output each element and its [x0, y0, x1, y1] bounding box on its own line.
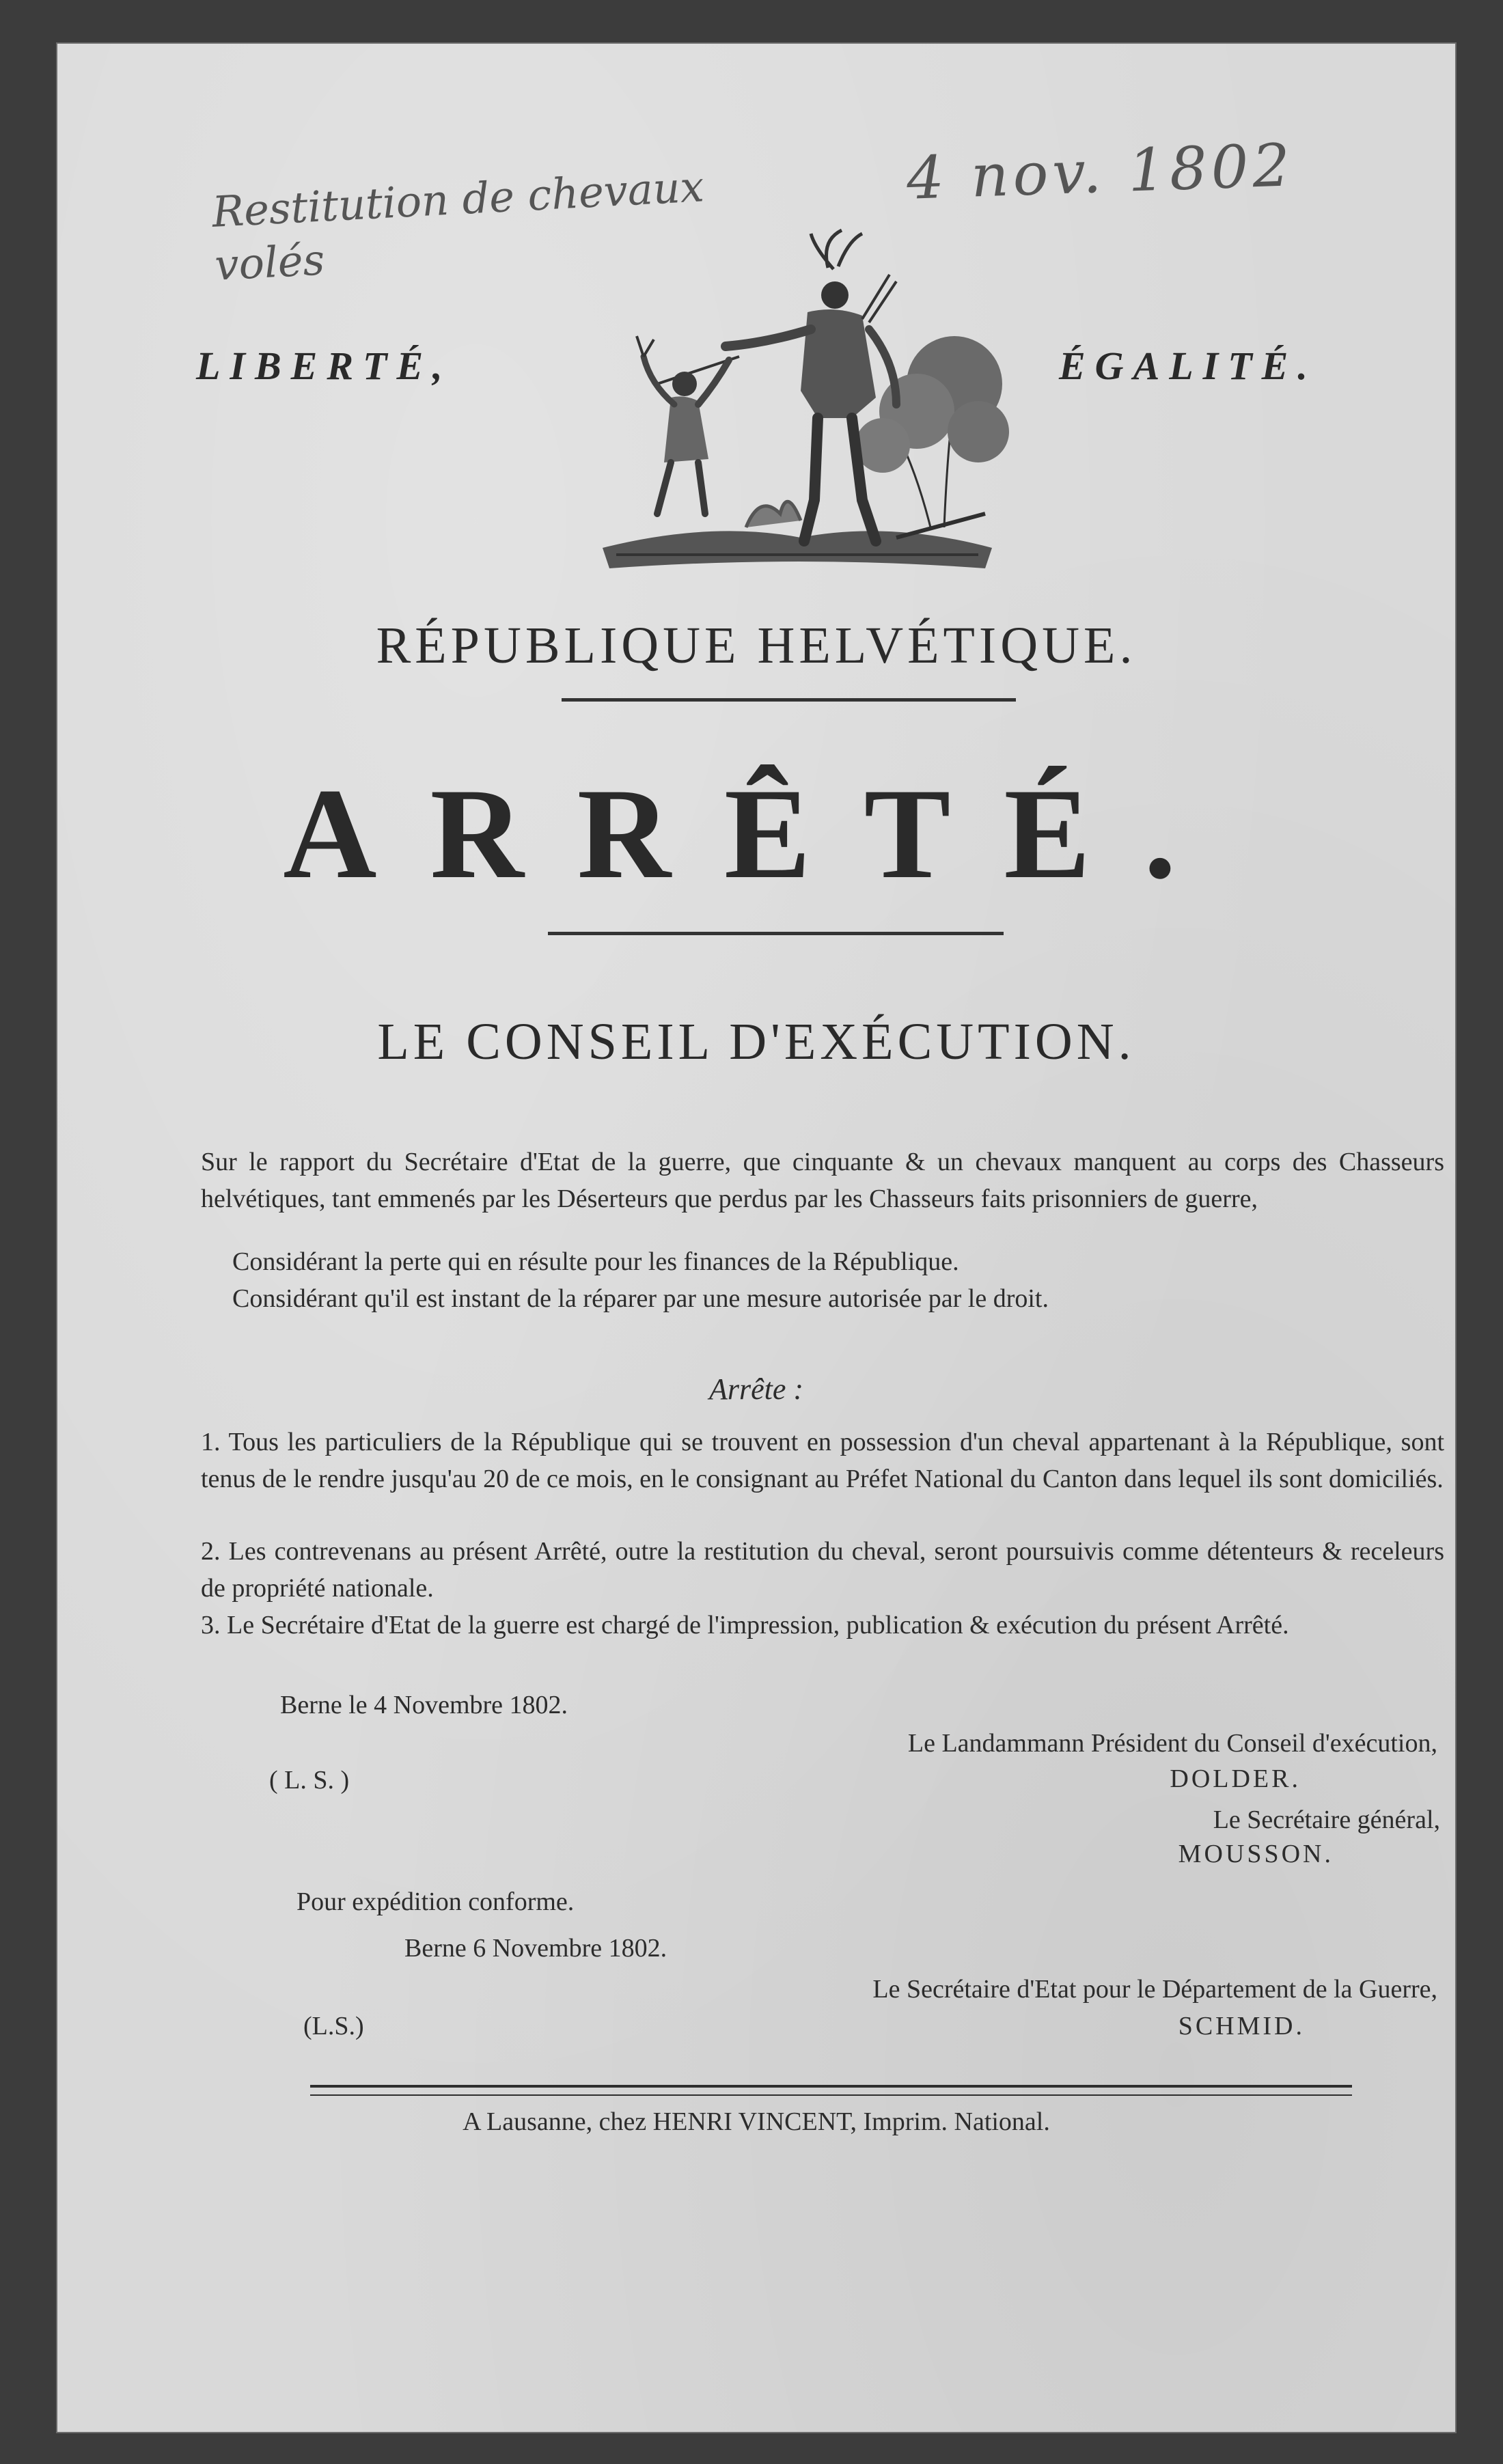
war-secretary-title: Le Secrétaire d'Etat pour le Département de la Guerre, — [872, 1975, 1437, 2004]
preamble-considering-2: Considérant qu'il est instant de la réparer par une mesure autorisée par le droit. — [232, 1284, 1049, 1313]
motto-liberte: LIBERTÉ, — [196, 344, 452, 388]
seal-1: ( L. S. ) — [269, 1766, 350, 1795]
landammann-title: Le Landammann Président du Conseil d'exécution, — [907, 1729, 1437, 1758]
divider-rule — [548, 932, 1004, 935]
landammann-name: DOLDER. — [1170, 1764, 1301, 1793]
document-page — [56, 42, 1457, 2433]
handwritten-note: Restitution de chevaux volés — [210, 161, 706, 290]
woodcut-vignette-illustration — [575, 227, 1019, 582]
place-date-2: Berne 6 Novembre 1802. — [404, 1934, 667, 1963]
secretary-general-title: Le Secrétaire général, — [1213, 1805, 1440, 1834]
divider-rule — [562, 698, 1016, 702]
seal-2: (L.S.) — [303, 2012, 364, 2040]
expedition-note: Pour expédition conforme. — [297, 1887, 575, 1916]
preamble-report: Sur le rapport du Secrétaire d'Etat de la guerre, que cinquante & un chevaux manquent au corps des Chasseurs helvétiques, tant emmenés par les Déserteurs que perdus par les Chasseurs faits prisonniers de guerre, — [201, 1148, 1444, 1213]
preamble-considering-1: Considérant la perte qui en résulte pour les finances de la République. — [232, 1247, 959, 1276]
war-secretary-name: SCHMID. — [1178, 2012, 1305, 2040]
secretary-general-name: MOUSSON. — [1178, 1840, 1334, 1868]
council-heading: LE CONSEIL D'EXÉCUTION. — [377, 1013, 1135, 1070]
republic-heading: RÉPUBLIQUE HELVÉTIQUE. — [376, 617, 1137, 674]
article-2: 2. Les contrevenans au présent Arrêté, outre la restitution du cheval, seront poursuivis comme détenteurs & receleurs de propriété nationale. — [201, 1537, 1444, 1603]
place-date-1: Berne le 4 Novembre 1802. — [280, 1691, 568, 1719]
handwritten-date: 4 nov. 1802 — [905, 131, 1295, 213]
printer-imprint: A Lausanne, chez HENRI VINCENT, Imprim. National. — [463, 2107, 1050, 2136]
double-divider-rule — [310, 2085, 1352, 2096]
decree-title: ARRÊTÉ. — [283, 762, 1230, 906]
article-3: 3. Le Secrétaire d'Etat de la guerre est chargé de l'impression, publication & exécution du présent Arrêté. — [201, 1611, 1289, 1639]
article-1: 1. Tous les particuliers de la République qui se trouvent en possession d'un cheval appartenant à la République, sont tenus de le rendre jusqu'au 20 de ce mois, en le consignant au Préfet National du Canton dans lequel ils sont domiciliés. — [201, 1428, 1444, 1493]
motto-egalite: ÉGALITÉ. — [1059, 344, 1317, 388]
decrees-heading: Arrête : — [708, 1372, 804, 1406]
